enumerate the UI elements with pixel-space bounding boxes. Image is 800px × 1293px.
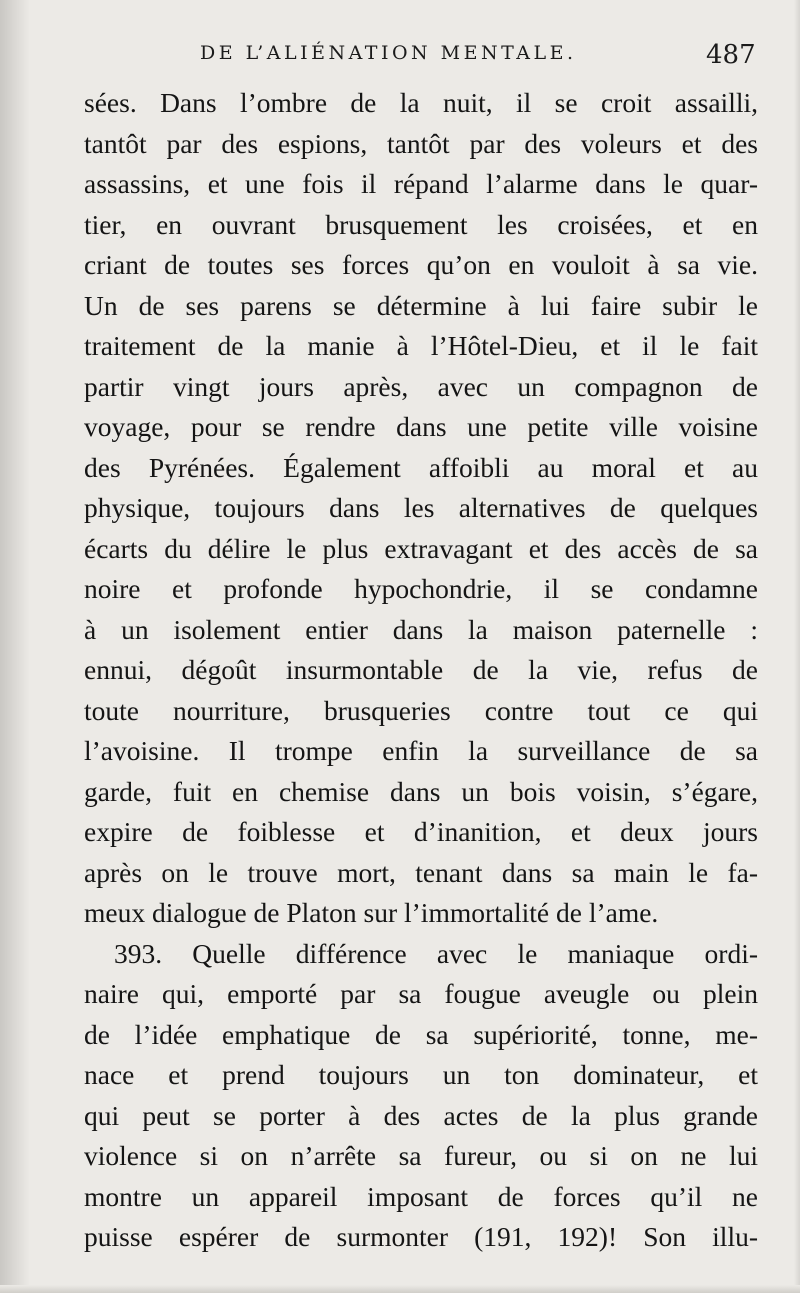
text-line: traitement de la manie à l’Hôtel-Dieu, et il le fait	[84, 330, 758, 361]
text-line: puisse espérer de surmonter (191, 192)! Son illu-	[84, 1221, 758, 1252]
text-line: assassins, et une fois il répand l’alarme dans le quar-	[84, 168, 758, 199]
text-line: naire qui, emporté par sa fougue aveugle ou plein	[84, 978, 758, 1009]
running-title: DE L’ALIÉNATION MENTALE.	[200, 42, 577, 64]
text-line: toute nourriture, brusqueries contre tout ce qui	[84, 694, 758, 726]
text-line: qui peut se porter à des actes de la plus grande	[84, 1099, 758, 1131]
text-line: sées. Dans l’ombre de la nuit, il se croit assailli,	[84, 87, 758, 118]
page-bottom-edge	[0, 1285, 800, 1293]
text-line: criant de toutes ses forces qu’on en vouloit à sa vie.	[84, 249, 758, 280]
page-gutter-shadow	[0, 0, 30, 1293]
text-line: physique, toujours dans les alternatives de quelques	[84, 492, 758, 523]
text-line: écarts du délire le plus extravagant et des accès de sa	[84, 532, 758, 564]
text-line: des Pyrénées. Également affoibli au moral et au	[84, 451, 758, 483]
text-line: ennui, dégoût insurmontable de la vie, refus de	[84, 654, 758, 685]
text-line: violence si on n’arrête sa fureur, ou si on ne lui	[84, 1140, 758, 1171]
text-line: expire de foiblesse et d’inanition, et deux jours	[84, 816, 758, 847]
text-line: à un isolement entier dans la maison paternelle :	[84, 613, 758, 645]
text-line: de l’idée emphatique de sa supériorité, tonne, me-	[84, 1018, 758, 1050]
text-line: meux dialogue de Platon sur l’immortalité de l’ame.	[84, 897, 659, 928]
text-line: tier, en ouvrant brusquement les croisées, et en	[84, 208, 758, 240]
text-line: partir vingt jours après, avec un compagnon de	[84, 370, 758, 402]
text-line: après on le trouve mort, tenant dans sa main le fa-	[84, 856, 758, 888]
text-line: nace et prend toujours un ton dominateur, et	[84, 1059, 758, 1090]
text-line: tantôt par des espions, tantôt par des voleurs et des	[84, 127, 758, 159]
page-number: 487	[706, 40, 756, 70]
page-edge	[794, 0, 800, 1293]
text-line: Un de ses parens se détermine à lui faire subir le	[84, 289, 758, 321]
text-line: noire et profonde hypochondrie, il se condamne	[84, 573, 758, 604]
paragraph-start-line: 393. Quelle différence avec le maniaque ordi-	[114, 937, 758, 969]
text-line: montre un appareil imposant de forces qu’il ne	[84, 1180, 758, 1212]
text-line: garde, fuit en chemise dans un bois voisin, s’égare,	[84, 775, 758, 807]
body-text	[84, 83, 758, 1258]
text-line: voyage, pour se rendre dans une petite ville voisine	[84, 411, 758, 442]
text-line: l’avoisine. Il trompe enfin la surveillance de sa	[84, 735, 758, 766]
